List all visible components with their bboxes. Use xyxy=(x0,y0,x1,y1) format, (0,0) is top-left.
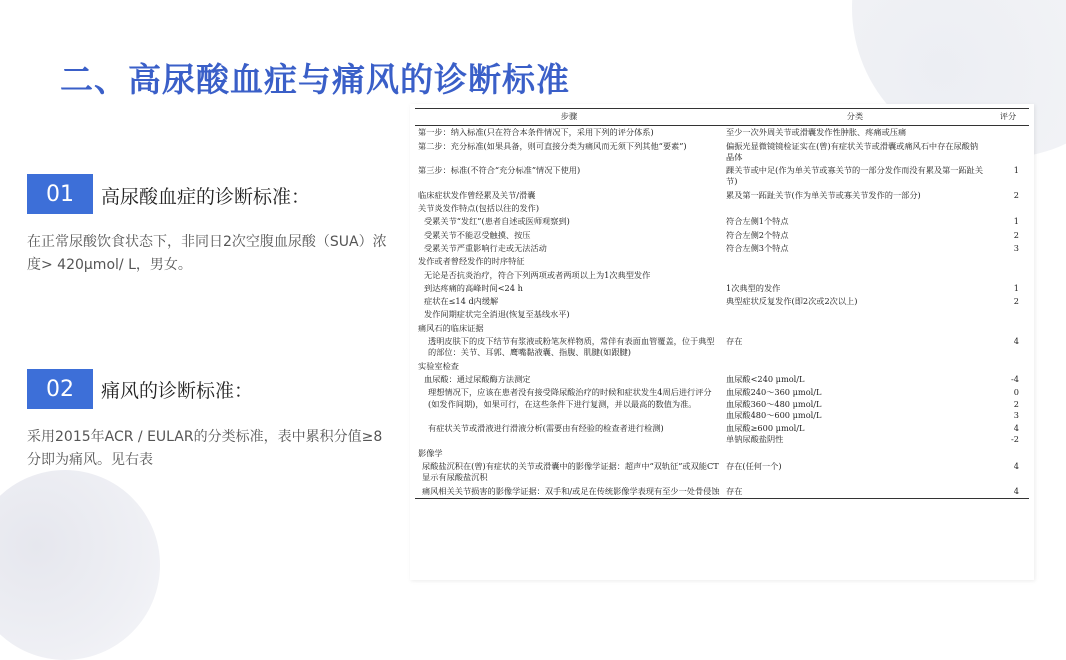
score-cell: 2 xyxy=(1013,296,1019,307)
category-cell: 典型症状反复发作(即2次或2次以上) xyxy=(726,296,858,307)
table-row xyxy=(415,282,1029,295)
score-cell xyxy=(987,447,1029,460)
table-row xyxy=(415,189,1029,202)
table-row xyxy=(415,202,1029,215)
step-cell: 第二步：充分标准(如果具备，则可直接分类为痛风而无须下列其他“要素”) xyxy=(418,140,687,151)
section-2-heading: 痛风的诊断标准： xyxy=(101,380,254,402)
category-cell xyxy=(723,308,987,321)
category-cell: 符合左侧1个特点 xyxy=(726,216,789,227)
section-2-text: 采用2015年ACR / EULAR的分类标准，表中累积分值≥8分即为痛风。见右表 xyxy=(27,429,383,468)
category-cell: 累及第一跖趾关节(作为单关节或寡关节发作的一部分) xyxy=(726,189,921,200)
table-row xyxy=(415,242,1029,255)
step-cell: 尿酸盐沉积在(曾)有症状的关节或滑囊中的影像学证据：超声中“双轨征”或双能CT显示有尿酸盐沉积 xyxy=(422,461,719,483)
table-row xyxy=(415,140,1029,165)
category-cell: 符合左侧2个特点 xyxy=(726,229,789,240)
table-row xyxy=(415,386,1029,422)
score-cell: 2 xyxy=(1013,229,1019,240)
step-cell: 有症状关节或滑液进行滑液分析(需要由有经验的检查者进行检测) xyxy=(428,423,664,434)
table-row xyxy=(415,215,1029,228)
category-cell: 存在 xyxy=(723,485,987,499)
category-cell xyxy=(723,202,987,215)
score-cell: 1 xyxy=(1013,216,1019,227)
page-title: 二、高尿酸血症与痛风的诊断标准 xyxy=(60,60,570,99)
category-cell: 存在 xyxy=(726,336,743,347)
category-cell: 血尿酸≥600 μmol/L 单钠尿酸盐阴性 xyxy=(726,423,805,445)
table-row xyxy=(415,460,1029,485)
step-cell: 实验室检查 xyxy=(418,360,459,371)
category-cell: 踝关节或中足(作为单关节或寡关节的一部分发作而没有累及第一跖趾关节) xyxy=(726,165,984,187)
step-cell: 发作间期症状完全消退(恢复至基线水平) xyxy=(424,309,570,320)
score-cell xyxy=(987,308,1029,321)
step-cell: 临床症状发作曾经累及关节/滑囊 xyxy=(418,189,536,200)
category-cell: 血尿酸<240 μmol/L xyxy=(726,373,805,384)
section-1-heading: 高尿酸血症的诊断标准： xyxy=(101,186,311,208)
table-row xyxy=(415,255,1029,268)
score-cell xyxy=(987,126,1029,140)
step-cell: 关节炎发作特点(包括以往的发作) xyxy=(418,203,540,214)
category-cell xyxy=(723,255,987,268)
step-cell: 痛风相关关节损害的影像学证据：双手和/或足在传统影像学表现有至少一处骨侵蚀 xyxy=(415,485,723,499)
score-cell: 0 2 3 xyxy=(1013,387,1019,420)
section-1-number-badge: 01 xyxy=(27,174,93,214)
table-row xyxy=(415,322,1029,335)
gout-criteria-table xyxy=(415,108,1029,499)
decorative-circle-bottom xyxy=(0,470,160,660)
table-row xyxy=(415,422,1029,447)
category-cell: 偏振光显微镜镜检证实在(曾)有症状关节或滑囊或痛风石中存在尿酸钠晶体 xyxy=(726,140,979,162)
score-cell: 4 xyxy=(1013,461,1019,472)
table-row xyxy=(415,269,1029,282)
table-row xyxy=(415,447,1029,460)
score-cell: 4 xyxy=(1013,336,1019,347)
table-row xyxy=(415,485,1029,499)
step-cell: 血尿酸：通过尿酸酶方法测定 xyxy=(424,373,531,384)
table-row xyxy=(415,229,1029,242)
category-cell: 符合左侧3个特点 xyxy=(726,242,789,253)
step-cell: 透明皮肤下的皮下结节有浆液或粉笔灰样物质，常伴有表面血管覆盖，位于典型的部位：关节、耳郭、鹰嘴黏液囊、指腹、肌腱(如跟腱) xyxy=(428,336,715,358)
criteria-table-panel xyxy=(410,104,1034,580)
step-cell: 无论是否抗炎治疗，符合下列两项或者两项以上为1次典型发作 xyxy=(424,269,651,280)
score-cell: 4 -2 xyxy=(1011,423,1019,445)
step-cell: 理想情况下，应该在患者没有接受降尿酸治疗的时候和症状发生4周后进行评分(如发作间期)，如果可行，在这些条件下进行复测，并以最高的数值为准。 xyxy=(428,387,712,409)
score-cell: -4 xyxy=(1011,373,1019,384)
step-cell: 受累关节不能忍受触摸、按压 xyxy=(424,229,531,240)
table-row xyxy=(415,295,1029,308)
step-cell: 影像学 xyxy=(418,447,443,458)
score-cell xyxy=(987,255,1029,268)
category-cell: 血尿酸240～360 μmol/L 血尿酸360～480 μmol/L 血尿酸480～600 μmol/L xyxy=(726,387,822,420)
header-step: 步骤 xyxy=(415,109,723,126)
score-cell: 3 xyxy=(1013,242,1019,253)
table-row xyxy=(415,126,1029,140)
step-cell: 症状在≤14 d内缓解 xyxy=(424,296,499,307)
header-score: 评分 xyxy=(987,109,1029,126)
score-cell xyxy=(987,269,1029,282)
score-cell xyxy=(987,322,1029,335)
category-cell: 1次典型的发作 xyxy=(726,282,781,293)
table-header-row xyxy=(415,109,1029,126)
category-cell xyxy=(723,322,987,335)
score-cell xyxy=(987,202,1029,215)
category-cell xyxy=(723,447,987,460)
step-cell: 受累关节严重影响行走或无法活动 xyxy=(424,242,547,253)
step-cell: 到达疼痛的高峰时间<24 h xyxy=(424,282,523,293)
step-cell: 第三步：标准(不符合“充分标准”情况下使用) xyxy=(418,165,581,176)
table-row xyxy=(415,373,1029,386)
category-cell xyxy=(723,360,987,373)
score-cell xyxy=(987,360,1029,373)
category-cell xyxy=(723,269,987,282)
step-cell: 受累关节“发红”(患者自述或医师观察到) xyxy=(424,216,570,227)
header-category: 分类 xyxy=(723,109,987,126)
score-cell: 1 xyxy=(1013,165,1019,176)
score-cell xyxy=(987,140,1029,165)
score-cell: 2 xyxy=(1013,189,1019,200)
category-cell: 至少一次外周关节或滑囊发作性肿胀、疼痛或压痛 xyxy=(726,127,907,138)
table-row xyxy=(415,164,1029,189)
score-cell: 4 xyxy=(987,485,1029,499)
section-2-number-badge: 02 xyxy=(27,369,93,409)
score-cell: 1 xyxy=(1013,282,1019,293)
step-cell: 发作或者曾经发作的时序特征 xyxy=(418,256,525,267)
table-row xyxy=(415,335,1029,360)
table-row xyxy=(415,360,1029,373)
section-1-text: 在正常尿酸饮食状态下，非同日2次空腹血尿酸（SUA）浓度> 420μmol/ L，男女。 xyxy=(27,234,387,273)
category-cell: 存在(任何一个) xyxy=(726,461,782,472)
table-row xyxy=(415,308,1029,321)
step-cell: 第一步：纳入标准(只在符合本条件情况下，采用下列的评分体系) xyxy=(418,127,654,138)
step-cell: 痛风石的临床证据 xyxy=(418,322,484,333)
